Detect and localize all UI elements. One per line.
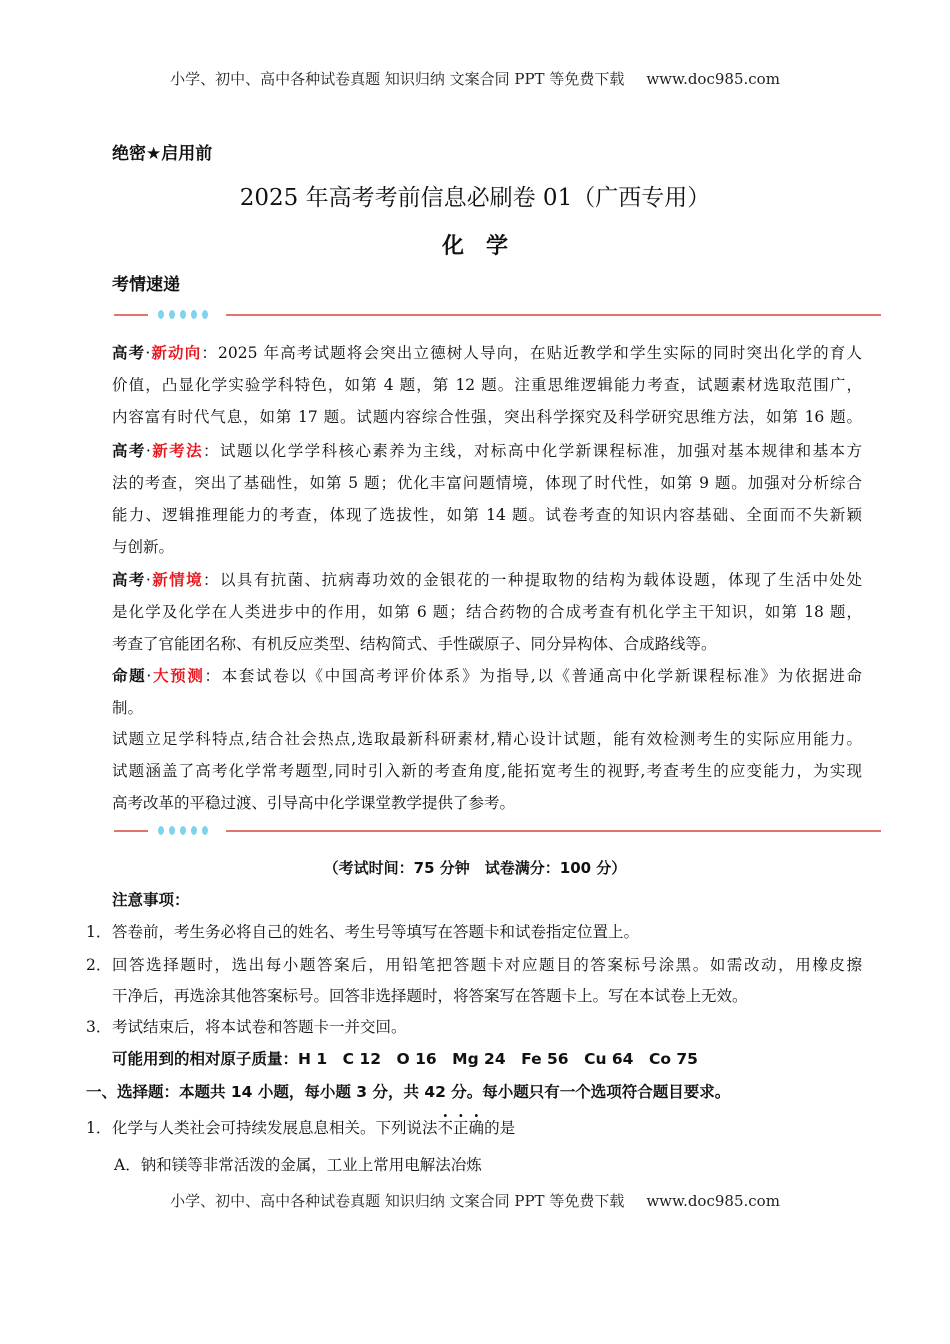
info-label: 新动向 [150,344,202,362]
info-line: 高考·新情境：以具有抗菌、抗病毒功效的金银花的一种提取物的结构为载体设题，体现了生活中处处 [112,571,862,589]
footer-url[interactable]: www.doc985.com [646,1192,780,1210]
info-line: 与创新。 [112,538,175,556]
info-line: 法的考查，突出了基础性，如第 5 题；优化丰富问题情境，体现了时代性，如第 9 题。加强对分析综合 [112,474,862,492]
divider [114,825,881,837]
info-line: 价值，凸显化学实验学科特色，如第 4 题，第 12 题。注重思维逻辑能力考查，试题素材选取范围广， [112,376,862,394]
option-a: A．钠和镁等非常活泼的金属，工业上常用电解法冶炼 [114,1156,482,1174]
footer-text: 小学、初中、高中各种试卷真题 知识归纳 文案合同 PPT 等免费下载 [170,1192,625,1210]
note-text: 干净后，再选涂其他答案标号。回答非选择题时，将答案写在答题卡上。写在本试卷上无效。 [112,987,748,1005]
note-text: 答卷前，考生务必将自己的姓名、考生号等填写在答题卡和试卷指定位置上。 [112,923,640,941]
divider [114,309,881,321]
info-line: 制。 [112,699,144,717]
info-line: 高考改革的平稳过渡、引导高中化学课堂教学提供了参考。 [112,794,516,812]
question-number: 1． [86,1119,112,1137]
exam-info: （考试时间：75 分钟 试卷满分：100 分） [323,859,627,877]
info-line: 内容富有时代气息，如第 17 题。试题内容综合性强，突出科学探究及科学研究思维方法，如第 16 题。 [112,408,862,426]
notes-title: 注意事项： [112,891,190,909]
page-footer [0,1190,950,1211]
info-line: 是化学及化学在人类进步中的作用，如第 6 题；结合药物的合成考查有机化学主干知识，如第 18 题， [112,603,862,621]
atomic-mass: 可能用到的相对原子质量：H 1 C 12 O 16 Mg 24 Fe 56 Cu 64 Co 75 [112,1050,698,1068]
info-line: 命题·大预测：本套试卷以《中国高考评价体系》为指导,以《普通高中化学新课程标准》为依据进命 [112,667,862,685]
info-line: 能力、逻辑推理能力的考查，体现了选拔性，如第 14 题。试卷考查的知识内容基础、全面而不失新颖 [112,506,862,524]
info-line: 考查了官能团名称、有机反应类型、结构简式、手性碳原子、同分异构体、合成路线等。 [112,635,717,653]
header-url[interactable]: www.doc985.com [646,70,780,88]
page-header [0,68,950,89]
page-title: 2025 年高考考前信息必刷卷 01（广西专用） [239,185,711,211]
section-heading: 考情速递 [112,275,180,295]
section-one-heading: 一、选择题：本题共 14 小题，每小题 3 分，共 42 分。每小题只有一个选项符合题目要求。 [86,1083,731,1101]
subject-title: 化 学 [441,234,508,259]
info-label: 新考法 [150,442,204,460]
note-text: 回答选择题时，选出每小题答案后，用铅笔把答题卡对应题目的答案标号涂黑。如需改动，用橡皮擦 [112,956,862,974]
info-line: 高考·新考法：试题以化学学科核心素养为主线，对标高中化学新课程标准，加强对基本规律和基本方 [112,442,862,460]
note-number: 1． [86,923,112,941]
info-line: 试题涵盖了高考化学常考题型,同时引入新的考查角度,能拓宽考生的视野,考查考生的应变能力，为实现 [112,762,862,780]
info-line: 试题立足学科特点,结合社会热点,选取最新科研素材,精心设计试题，能有效检测考生的实际应用能力。 [112,730,862,748]
secret-label: 绝密★启用前 [112,144,213,164]
question-text: 化学与人类社会可持续发展息息相关。下列说法不正确的是 [112,1119,516,1137]
info-line: 高考·新动向：2025 年高考试题将会突出立德树人导向，在贴近教学和学生实际的同时突出化学的育人 [112,344,862,362]
note-number: 3． [86,1018,112,1036]
header-text: 小学、初中、高中各种试卷真题 知识归纳 文案合同 PPT 等免费下载 [170,70,625,88]
note-text: 考试结束后，将本试卷和答题卡一并交回。 [112,1018,407,1036]
note-number: 2． [86,956,112,974]
info-label: 新情境 [150,571,204,589]
info-label: 大预测 [151,667,205,685]
